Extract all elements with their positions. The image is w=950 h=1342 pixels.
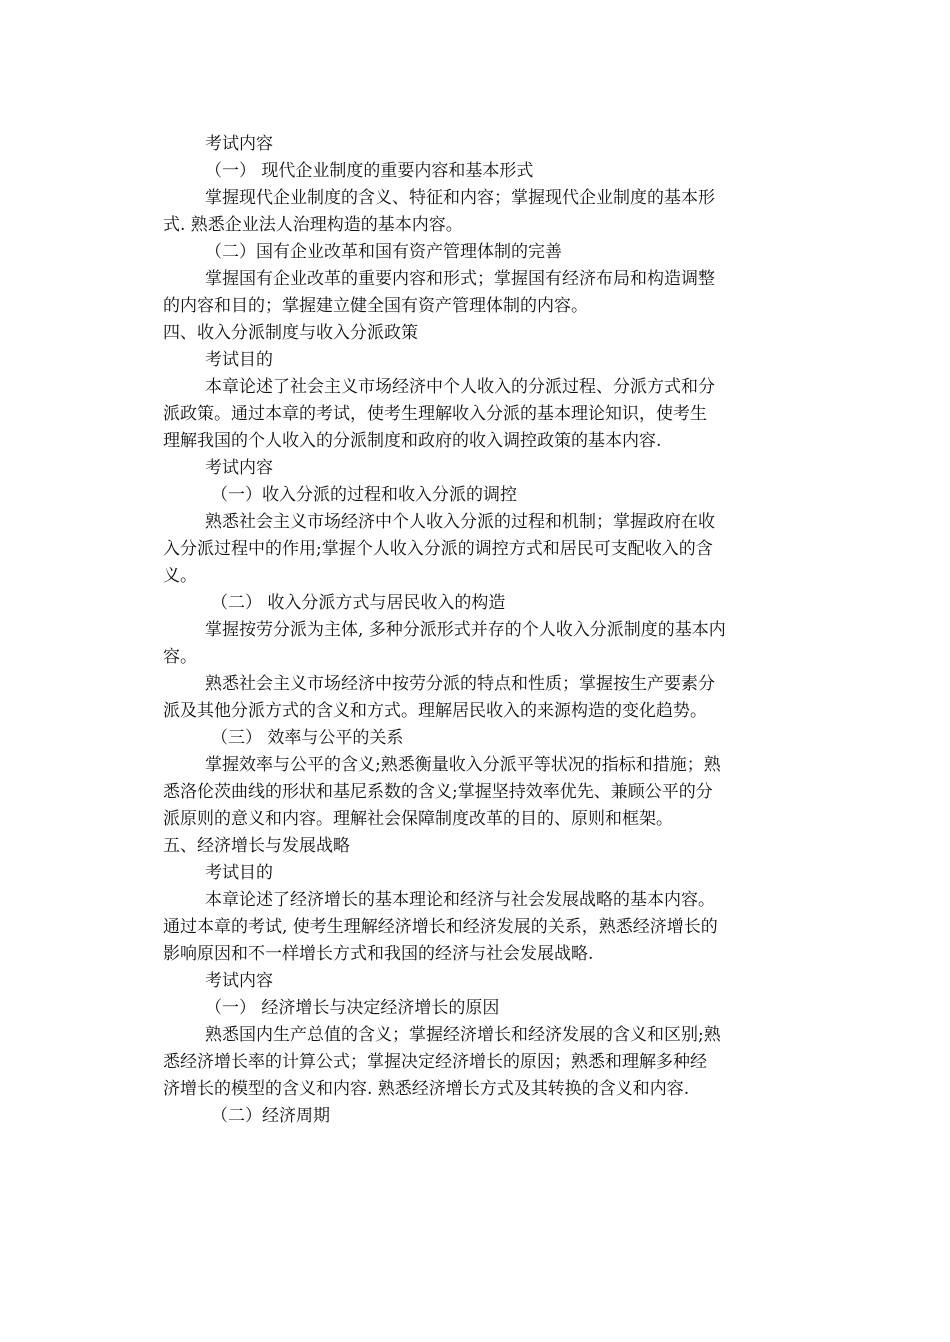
paragraph-line: 式. 熟悉企业法人治理构造的基本内容。 xyxy=(163,215,463,235)
paragraph-line: 义。 xyxy=(163,566,197,586)
paragraph-line: 掌握按劳分派为主体, 多种分派形式并存的个人收入分派制度的基本内 xyxy=(205,620,726,640)
subheading-distribution-process: （一）收入分派的过程和收入分派的调控 xyxy=(211,485,517,505)
subheading-distribution-methods: （二） 收入分派方式与居民收入的构造 xyxy=(211,593,506,613)
paragraph-line: 理解我国的个人收入的分派制度和政府的收入调控政策的基本内容. xyxy=(163,431,662,451)
paragraph-line: 熟悉社会主义市场经济中按劳分派的特点和性质；掌握按生产要素分 xyxy=(205,674,715,694)
paragraph-line: 熟悉国内生产总值的含义；掌握经济增长和经济发展的含义和区别;熟 xyxy=(205,1025,721,1045)
heading-exam-content: 考试内容 xyxy=(205,458,273,478)
heading-exam-purpose: 考试目的 xyxy=(205,350,273,370)
subheading-efficiency-fairness: （三） 效率与公平的关系 xyxy=(211,728,404,748)
subheading-modern-enterprise: （一） 现代企业制度的重要内容和基本形式 xyxy=(205,161,534,181)
paragraph-line: 影响原因和不一样增长方式和我国的经济与社会发展战略. xyxy=(163,944,594,964)
paragraph-line: 掌握现代企业制度的含义、特征和内容；掌握现代企业制度的基本形 xyxy=(205,188,715,208)
document-body xyxy=(163,131,788,1130)
heading-exam-content: 考试内容 xyxy=(205,971,273,991)
paragraph-line: 济增长的模型的含义和内容. 熟悉经济增长方式及其转换的含义和内容. xyxy=(163,1079,690,1099)
paragraph-line: 通过本章的考试, 使考生理解经济增长和经济发展的关系，熟悉经济增长的 xyxy=(163,917,718,937)
paragraph-line: 掌握效率与公平的含义;熟悉衡量收入分派平等状况的指标和措施；熟 xyxy=(205,755,721,775)
paragraph-line: 派及其他分派方式的含义和方式。理解居民收入的来源构造的变化趋势。 xyxy=(163,701,707,721)
paragraph-line: 的内容和目的；掌握建立健全国有资产管理体制的内容。 xyxy=(163,296,588,316)
paragraph-line: 容。 xyxy=(163,647,197,667)
heading-exam-content: 考试内容 xyxy=(205,134,273,154)
paragraph-line: 熟悉社会主义市场经济中个人收入分派的过程和机制；掌握政府在收 xyxy=(205,512,715,532)
subheading-economic-cycle: （二）经济周期 xyxy=(211,1106,330,1126)
subheading-growth-factors: （一） 经济增长与决定经济增长的原因 xyxy=(205,998,500,1018)
section-heading-economic-growth: 五、经济增长与发展战略 xyxy=(163,836,350,856)
paragraph-line: 掌握国有企业改革的重要内容和形式；掌握国有经济布局和构造调整 xyxy=(205,269,715,289)
paragraph-line: 本章论述了社会主义市场经济中个人收入的分派过程、分派方式和分 xyxy=(205,377,715,397)
paragraph-line: 悉经济增长率的计算公式；掌握决定经济增长的原因；熟悉和理解多种经 xyxy=(163,1052,707,1072)
section-heading-income-distribution: 四、收入分派制度与收入分派政策 xyxy=(163,323,418,343)
paragraph-line: 本章论述了经济增长的基本理论和经济与社会发展战略的基本内容。 xyxy=(205,890,715,910)
paragraph-line: 入分派过程中的作用;掌握个人收入分派的调控方式和居民可支配收入的含 xyxy=(163,539,713,559)
paragraph-line: 悉洛伦茨曲线的形状和基尼系数的含义;掌握坚持效率优先、兼顾公平的分 xyxy=(163,782,713,802)
subheading-state-enterprise-reform: （二）国有企业改革和国有资产管理体制的完善 xyxy=(205,242,562,262)
paragraph-line: 派原则的意义和内容。理解社会保障制度改革的目的、原则和框架。 xyxy=(163,809,673,829)
paragraph-line: 派政策。通过本章的考试，使考生理解收入分派的基本理论知识，使考生 xyxy=(163,404,707,424)
heading-exam-purpose: 考试目的 xyxy=(205,863,273,883)
